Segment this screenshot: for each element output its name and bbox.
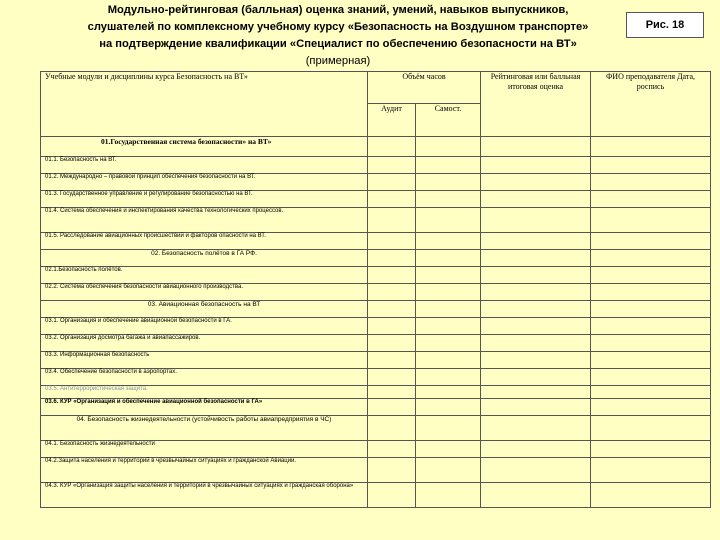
- self-cell: [416, 318, 481, 335]
- self-cell: [416, 157, 481, 174]
- row-label: 01.5. Расследование авиационных происшествий и факторов опасности на ВТ.: [41, 233, 368, 250]
- self-cell: [416, 250, 481, 267]
- self-cell: [416, 483, 481, 508]
- rating-cell: [481, 233, 591, 250]
- title-line-3: на подтверждение квалификации «Специалист по обеспечению безопасности на ВТ»: [99, 38, 577, 50]
- signature-cell: [591, 137, 711, 157]
- self-cell: [416, 137, 481, 157]
- row-label: 03.6. КУР «Организация и обеспечение авиационной безопасности в ГА»: [41, 399, 368, 416]
- title-line-1: Модульно-рейтинговая (балльная) оценка знаний, умений, навыков выпускников,: [107, 4, 569, 16]
- self-cell: [416, 284, 481, 301]
- row-label: 02. Безопасность полётов в ГА РФ.: [41, 250, 368, 267]
- table-row: [41, 386, 711, 399]
- row-label: 04.3. КУР «Организация защиты населения и территорий в чрезвычайных ситуациях и гражданская оборона»: [41, 483, 368, 508]
- table-row: [41, 267, 711, 284]
- table-row: [41, 137, 711, 157]
- rating-cell: [481, 267, 591, 284]
- header-modules: Учебные модули и дисциплины курса Безопасность на ВТ»: [41, 72, 368, 137]
- table-row: [41, 441, 711, 458]
- row-label: 03.2. Организация досмотра багажа и авиапассажиров.: [41, 335, 368, 352]
- header-audit: Аудит: [368, 104, 416, 137]
- table-row: [41, 157, 711, 174]
- signature-cell: [591, 208, 711, 233]
- table-row: [41, 191, 711, 208]
- self-cell: [416, 233, 481, 250]
- audit-cell: [368, 369, 416, 386]
- rating-cell: [481, 208, 591, 233]
- audit-cell: [368, 352, 416, 369]
- audit-cell: [368, 441, 416, 458]
- self-cell: [416, 267, 481, 284]
- rating-cell: [481, 399, 591, 416]
- table-row: [41, 458, 711, 483]
- header-fio: ФИО преподавателя Дата, роспись: [591, 72, 711, 137]
- row-label: 03.1. Организация и обеспечение авиационной безопасности в ГА.: [41, 318, 368, 335]
- signature-cell: [591, 441, 711, 458]
- signature-cell: [591, 267, 711, 284]
- signature-cell: [591, 369, 711, 386]
- audit-cell: [368, 318, 416, 335]
- table-row: [41, 416, 711, 441]
- rating-table: [40, 71, 711, 508]
- self-cell: [416, 301, 481, 318]
- audit-cell: [368, 208, 416, 233]
- row-label: 03.3. Информационная безопасность: [41, 352, 368, 369]
- self-cell: [416, 386, 481, 399]
- signature-cell: [591, 386, 711, 399]
- table-row: [41, 483, 711, 508]
- table-row: [41, 301, 711, 318]
- audit-cell: [368, 250, 416, 267]
- rating-cell: [481, 386, 591, 399]
- row-label: 01.4. Система обеспечения и инспектирования качества технологических процессов.: [41, 208, 368, 233]
- signature-cell: [591, 174, 711, 191]
- rating-cell: [481, 250, 591, 267]
- rating-cell: [481, 318, 591, 335]
- signature-cell: [591, 250, 711, 267]
- header-volume: Объём часов: [368, 72, 481, 104]
- audit-cell: [368, 416, 416, 441]
- signature-cell: [591, 157, 711, 174]
- rating-cell: [481, 416, 591, 441]
- self-cell: [416, 191, 481, 208]
- audit-cell: [368, 137, 416, 157]
- row-label: 04.2.Защита населения и территорий в чрезвычайных ситуациях и гражданской Авиации.: [41, 458, 368, 483]
- header-rating: Рейтинговая или балльная итоговая оценка: [481, 72, 591, 137]
- rating-cell: [481, 284, 591, 301]
- document-title: [58, 2, 618, 70]
- table-row: [41, 284, 711, 301]
- header-row: [41, 72, 711, 104]
- row-label: 04. Безопасность жизнедеятельности (устойчивость работы авиапредприятия в ЧС): [41, 416, 368, 441]
- table-row: [41, 369, 711, 386]
- rating-cell: [481, 174, 591, 191]
- table-row: [41, 250, 711, 267]
- table-row: [41, 233, 711, 250]
- rating-cell: [481, 369, 591, 386]
- row-label: 01.2. Международно – правовой принцип обеспечения безопасности на ВТ.: [41, 174, 368, 191]
- audit-cell: [368, 233, 416, 250]
- title-line-4: (примерная): [305, 55, 371, 67]
- audit-cell: [368, 399, 416, 416]
- audit-cell: [368, 157, 416, 174]
- table-row: [41, 208, 711, 233]
- row-label: 02.2. Система обеспечения безопасности авиационного производства.: [41, 284, 368, 301]
- row-label: 01.1. Безопасность на ВТ.: [41, 157, 368, 174]
- row-label: 04.1. Безопасность жизнедеятельности: [41, 441, 368, 458]
- table-row: [41, 399, 711, 416]
- self-cell: [416, 369, 481, 386]
- signature-cell: [591, 318, 711, 335]
- self-cell: [416, 399, 481, 416]
- rating-cell: [481, 441, 591, 458]
- rating-cell: [481, 157, 591, 174]
- rating-cell: [481, 352, 591, 369]
- table-row: [41, 352, 711, 369]
- rating-cell: [481, 137, 591, 157]
- title-line-2: слушателей по комплексному учебному курсу «Безопасность на Воздушном транспорте»: [87, 21, 589, 33]
- signature-cell: [591, 233, 711, 250]
- signature-cell: [591, 284, 711, 301]
- audit-cell: [368, 458, 416, 483]
- table-row: [41, 335, 711, 352]
- self-cell: [416, 352, 481, 369]
- audit-cell: [368, 267, 416, 284]
- rating-cell: [481, 335, 591, 352]
- signature-cell: [591, 399, 711, 416]
- audit-cell: [368, 483, 416, 508]
- rating-cell: [481, 483, 591, 508]
- rating-cell: [481, 458, 591, 483]
- row-label: 03. Авиационная безопасность на ВТ: [41, 301, 368, 318]
- audit-cell: [368, 335, 416, 352]
- self-cell: [416, 458, 481, 483]
- audit-cell: [368, 174, 416, 191]
- audit-cell: [368, 386, 416, 399]
- signature-cell: [591, 301, 711, 318]
- self-cell: [416, 441, 481, 458]
- header-self: Самост.: [416, 104, 481, 137]
- figure-label: Рис. 18: [626, 12, 704, 38]
- audit-cell: [368, 301, 416, 318]
- rating-cell: [481, 191, 591, 208]
- signature-cell: [591, 458, 711, 483]
- row-label: 03.5. Антитеррористическая защита.: [41, 386, 368, 399]
- row-label: 03.4. Обеспечение безопасности в аэропортах.: [41, 369, 368, 386]
- self-cell: [416, 208, 481, 233]
- signature-cell: [591, 416, 711, 441]
- signature-cell: [591, 191, 711, 208]
- signature-cell: [591, 483, 711, 508]
- row-label: 01.Государственная система безопасности» на ВТ»: [41, 137, 368, 157]
- rating-cell: [481, 301, 591, 318]
- self-cell: [416, 174, 481, 191]
- signature-cell: [591, 352, 711, 369]
- table-row: [41, 318, 711, 335]
- row-label: 02.1.Безопасность полётов.: [41, 267, 368, 284]
- self-cell: [416, 416, 481, 441]
- row-label: 01.3. Государственное управление и регулирование безопасностью на ВТ.: [41, 191, 368, 208]
- table-row: [41, 174, 711, 191]
- self-cell: [416, 335, 481, 352]
- audit-cell: [368, 284, 416, 301]
- audit-cell: [368, 191, 416, 208]
- signature-cell: [591, 335, 711, 352]
